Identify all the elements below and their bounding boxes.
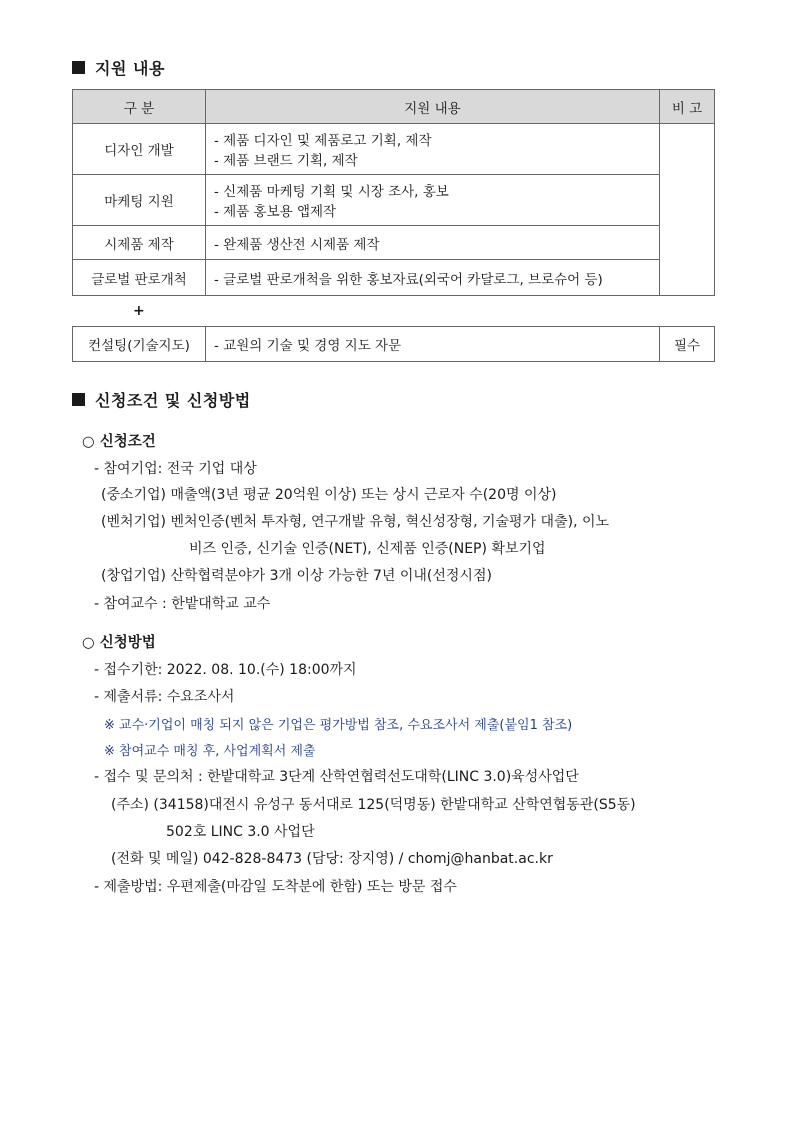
method-note: ※ 교수·기업이 매칭 되지 않은 기업은 평가방법 참조, 수요조사서 제출(붙임1 참조)	[104, 718, 573, 733]
method-line: 502호 LINC 3.0 사업단	[166, 824, 315, 840]
row-content-line: - 완제품 생산전 시제품 제작	[214, 236, 380, 253]
row-category: 글로벌 판로개척	[73, 260, 206, 296]
table-row	[73, 175, 715, 226]
header-category: 구 분	[73, 90, 206, 124]
method-title: ○ 신청방법	[82, 635, 156, 651]
method-line: (전화 및 메일) 042-828-8473 (담당: 장지영) / chomj@hanbat.ac.kr	[111, 851, 553, 867]
method-line: - 제출방법: 우편제출(마감일 도착분에 한함) 또는 방문 접수	[94, 879, 457, 895]
plus-sign: +	[133, 303, 145, 319]
table-row	[73, 260, 715, 296]
row-note-empty	[660, 124, 715, 296]
conditions-line: - 참여기업: 전국 기업 대상	[94, 461, 257, 477]
row-content-line: - 글로벌 판로개척을 위한 홍보자료(외국어 카달로그, 브로슈어 등)	[214, 271, 603, 288]
support-table	[72, 89, 715, 296]
black-square-icon	[72, 61, 85, 74]
row-content-line: - 제품 디자인 및 제품로고 기획, 제작	[214, 133, 432, 149]
table-row	[73, 226, 715, 260]
row-category: 시제품 제작	[73, 226, 206, 260]
consulting-content: - 교원의 기술 및 경영 지도 자문	[206, 327, 660, 362]
row-category: 마케팅 지원	[73, 175, 206, 226]
section-heading-text: 신청조건 및 신청방법	[95, 391, 251, 410]
row-content	[206, 175, 660, 226]
section-heading-support	[72, 56, 165, 79]
row-category: 디자인 개발	[73, 124, 206, 175]
method-line: - 제출서류: 수요조사서	[94, 689, 235, 705]
table-header-row	[73, 90, 715, 124]
method-note: ※ 참여교수 매칭 후, 사업계획서 제출	[104, 744, 316, 759]
table-row	[73, 124, 715, 175]
consulting-note: 필수	[660, 327, 715, 362]
conditions-line: (벤처기업) 벤처인증(벤처 투자형, 연구개발 유형, 혁신성장형, 기술평가 대출), 이노	[101, 514, 610, 530]
table-row	[73, 327, 715, 362]
section-heading-apply	[72, 388, 251, 411]
consulting-category: 컨설팅(기술지도)	[73, 327, 206, 362]
method-line: - 접수 및 문의처 : 한밭대학교 3단계 산학연협력선도대학(LINC 3.0)육성사업단	[94, 769, 579, 785]
row-content	[206, 260, 660, 296]
row-content	[206, 124, 660, 175]
section-heading-text: 지원 내용	[95, 59, 165, 78]
row-content-line: - 제품 브랜드 기획, 제작	[214, 153, 358, 169]
black-square-icon	[72, 393, 85, 406]
conditions-title: ○ 신청조건	[82, 434, 156, 450]
row-content-line: - 신제품 마케팅 기획 및 시장 조사, 홍보	[214, 184, 449, 200]
row-content-line: - 제품 홍보용 앱제작	[214, 204, 337, 220]
conditions-line: (창업기업) 산학협력분야가 3개 이상 가능한 7년 이내(선정시점)	[101, 568, 492, 584]
conditions-line: 비즈 인증, 신기술 인증(NET), 신제품 인증(NEP) 확보기업	[189, 541, 546, 557]
header-content: 지원 내용	[206, 90, 660, 124]
header-note: 비 고	[660, 90, 715, 124]
consulting-table	[72, 326, 715, 362]
conditions-line: - 참여교수 : 한밭대학교 교수	[94, 596, 271, 612]
row-content	[206, 226, 660, 260]
method-line: - 접수기한: 2022. 08. 10.(수) 18:00까지	[94, 662, 357, 678]
conditions-line: (중소기업) 매출액(3년 평균 20억원 이상) 또는 상시 근로자 수(20명 이상)	[101, 487, 557, 503]
method-line: (주소) (34158)대전시 유성구 동서대로 125(덕명동) 한밭대학교 산학연협동관(S5동)	[111, 797, 636, 813]
